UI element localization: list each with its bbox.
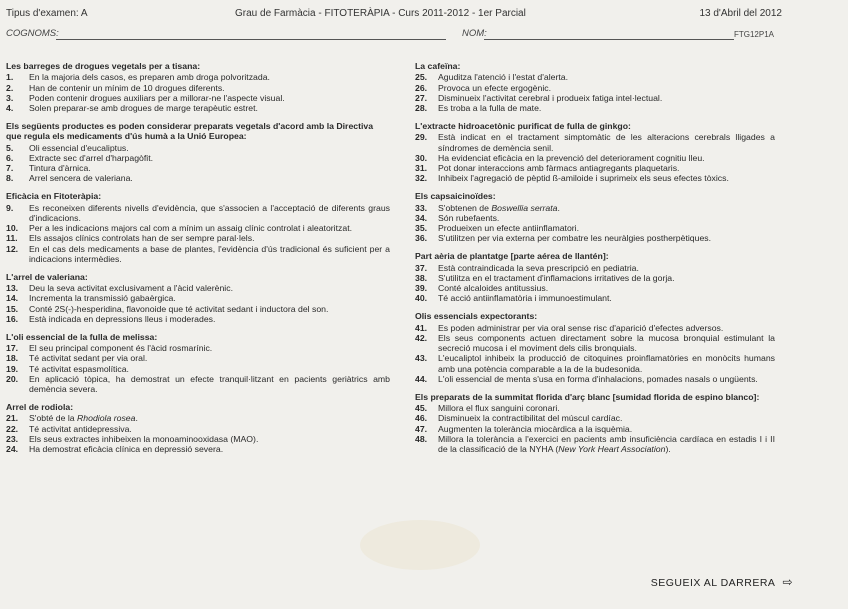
question-text-italic: Rhodiola rosea — [77, 413, 136, 424]
question-text — [438, 283, 775, 293]
section-title: Part aèria de plantatge [parte aérea de llantén]: — [415, 251, 609, 262]
question-text-part: . — [557, 202, 560, 213]
question-text — [438, 333, 775, 354]
question-text-part: L'oli essencial de menta s'usa en forma d'inhalacions, pomades nasals o ungüents. — [438, 374, 758, 385]
question-item — [6, 304, 390, 314]
question-text-part: En el cas dels medicaments a base de plantes, l'evidència d'ús tradicional és suficient per a indicacions intermèdies. — [29, 243, 390, 265]
question-item — [6, 143, 390, 153]
question-number: 2. — [6, 82, 14, 93]
question-text — [438, 353, 775, 374]
section-title: Eficàcia en Fitoteràpia: — [6, 191, 102, 202]
question-number: 10. — [6, 223, 19, 234]
question-item — [415, 353, 775, 374]
question-text-part: Els assajos clínics controlats han de ser sempre paral·lels. — [29, 233, 255, 244]
question-item — [6, 223, 390, 233]
question-item — [415, 83, 775, 93]
question-text-part: Aguditza l'atenció i l'estat d'alerta. — [438, 72, 569, 83]
question-text-part: Extracte sec d'arrel d'harpagòfit. — [29, 152, 154, 163]
question-number: 39. — [415, 283, 428, 294]
question-text — [29, 364, 390, 374]
question-item — [415, 333, 775, 354]
question-text — [29, 293, 390, 303]
exam-type: Tipus d'examen: A — [6, 8, 88, 19]
name-label: NOM: — [462, 28, 487, 39]
question-text-part: Té activitat espasmolítica. — [29, 363, 129, 374]
question-item — [415, 93, 775, 103]
question-text-part: Té activitat sedant per via oral. — [29, 353, 148, 364]
question-number: 11. — [6, 233, 18, 244]
question-item — [415, 132, 775, 153]
question-number: 24. — [6, 444, 19, 455]
question-item — [415, 203, 775, 213]
question-number: 27. — [415, 92, 428, 103]
section-title: L'arrel de valeriana: — [6, 271, 88, 282]
question-text — [29, 72, 390, 82]
question-item — [6, 434, 390, 444]
question-text-part: Es poden administrar per via oral sense risc d'aparició d'efectes adversos. — [438, 322, 724, 333]
question-text-part: . — [135, 413, 138, 424]
question-item — [6, 153, 390, 163]
question-number: 17. — [6, 343, 19, 354]
arrow-right-icon: ⇨ — [782, 575, 793, 589]
question-item — [415, 323, 775, 333]
exam-code: FTG12P1A — [733, 30, 774, 39]
question-item — [6, 283, 390, 293]
question-text-part: Deu la seva activitat exclusivament a l'àcid valerènic. — [29, 283, 233, 294]
question-item — [6, 72, 390, 82]
question-number: 40. — [415, 293, 428, 304]
question-text — [29, 304, 390, 314]
question-number: 26. — [415, 82, 428, 93]
continue-note — [651, 575, 793, 589]
question-text-part: Té acció antiinflamatòria i immunoestimulant. — [438, 293, 612, 304]
question-number: 31. — [415, 163, 428, 174]
question-number: 34. — [415, 212, 428, 223]
question-text — [29, 353, 390, 363]
question-number: 4. — [6, 103, 14, 114]
question-item — [6, 413, 390, 423]
question-item — [6, 314, 390, 324]
question-section — [6, 402, 390, 454]
question-number: 47. — [415, 423, 428, 434]
question-number: 33. — [415, 202, 428, 213]
question-item — [415, 163, 775, 173]
left-column — [6, 61, 390, 462]
question-text-part: Oli essencial d'eucaliptus. — [29, 142, 129, 153]
question-number: 1. — [6, 72, 14, 83]
question-text — [438, 434, 775, 455]
question-text — [438, 72, 775, 82]
section-title: Olis essencials expectorants: — [415, 311, 538, 322]
question-text-part: Està contraindicada la seva prescripció en pediatria. — [438, 262, 639, 273]
question-text — [438, 413, 775, 423]
question-text — [29, 343, 390, 353]
question-item — [415, 434, 775, 455]
question-text — [29, 163, 390, 173]
question-text — [438, 263, 775, 273]
question-section — [6, 272, 390, 324]
question-item — [415, 293, 775, 303]
question-number: 41. — [415, 322, 428, 333]
question-text — [438, 153, 775, 163]
question-text-part: Han de contenir un mínim de 10 drogues diferents. — [29, 82, 225, 93]
question-text-part: Provoca un efecte ergogènic. — [438, 82, 552, 93]
question-text — [29, 203, 390, 224]
question-item — [6, 353, 390, 363]
question-item — [6, 374, 390, 395]
question-section — [415, 191, 775, 243]
question-item — [415, 103, 775, 113]
question-text — [29, 314, 390, 324]
question-number: 9. — [6, 202, 14, 213]
question-text-part: L'eucaliptol inhibeix la producció de citoquines proinflamatòries en monòcits humans amb una potència comparable a la de la budesonida. — [438, 353, 775, 374]
surnames-label: COGNOMS: — [6, 28, 59, 39]
question-item — [415, 263, 775, 273]
question-text-part: Millora la tolerància a l'exercici en pacients amb insuficiència cardíaca en estadis I i II de la classificació de la NYHA ( — [438, 434, 775, 455]
question-text-part: Ha evidenciat eficàcia en la prevenció del deteriorament cognitiu lleu. — [438, 152, 705, 163]
question-number: 3. — [6, 92, 14, 103]
question-text-part: Inhibeix l'agregació de pèptid ß-amiloide i suprimeix els seus efectes tòxics. — [438, 173, 729, 184]
question-number: 20. — [6, 374, 19, 385]
question-text — [438, 374, 775, 384]
question-item — [415, 413, 775, 423]
question-number: 46. — [415, 413, 428, 424]
question-item — [6, 203, 390, 224]
question-item — [6, 93, 390, 103]
question-section — [415, 61, 775, 113]
question-text-part: Millora el flux sanguini coronari. — [438, 403, 560, 414]
question-section — [415, 121, 775, 184]
question-section — [6, 332, 390, 395]
question-item — [6, 163, 390, 173]
question-item — [415, 223, 775, 233]
question-text — [29, 103, 390, 113]
question-number: 8. — [6, 173, 14, 184]
question-text-part: Està indicada en depressions lleus i moderades. — [29, 314, 216, 325]
question-section — [415, 311, 775, 384]
question-text — [438, 132, 775, 153]
question-text-part: Augmenten la tolerància miocàrdica a la isquèmia. — [438, 423, 633, 434]
question-number: 14. — [6, 293, 19, 304]
question-number: 43. — [415, 353, 428, 364]
question-item — [6, 173, 390, 183]
exam-date: 13 d'Abril del 2012 — [699, 8, 782, 19]
question-item — [415, 153, 775, 163]
question-item — [6, 424, 390, 434]
question-item — [6, 364, 390, 374]
question-text-part: Són rubefaents. — [438, 212, 500, 223]
question-text — [29, 233, 390, 243]
question-text-part: S'obtenen de — [438, 202, 492, 213]
question-text-part: Produeixen un efecte antiinflamatori. — [438, 223, 580, 234]
question-text — [438, 103, 775, 113]
question-text — [29, 143, 390, 153]
section-title: Els preparats de la summitat florida d'arç blanc [sumidad florida de espino blanco]: — [415, 391, 760, 402]
right-column — [415, 61, 775, 462]
question-number: 45. — [415, 403, 428, 414]
question-text — [29, 413, 390, 423]
question-number: 48. — [415, 434, 428, 444]
question-text — [29, 283, 390, 293]
question-text — [29, 424, 390, 434]
question-text-part: Incrementa la transmissió gabaèrgica. — [29, 293, 176, 304]
question-text — [438, 403, 775, 413]
question-text-italic: New York Heart Association — [558, 444, 666, 455]
question-text-part: Disminueix l'activitat cerebral i produeix fatiga intel·lectual. — [438, 92, 663, 103]
section-title: Els següents productes es poden considerar preparats vegetals d'acord amb la Directiva que regula els medicaments d'ús humà a la Unió Europea: — [6, 120, 374, 142]
question-item — [6, 293, 390, 303]
question-text — [29, 173, 390, 183]
continue-text: SEGUEIX AL DARRERA — [650, 577, 776, 589]
question-item — [6, 103, 390, 113]
question-number: 7. — [6, 163, 14, 174]
question-item — [415, 213, 775, 223]
question-item — [415, 233, 775, 243]
question-section — [6, 191, 390, 264]
name-field[interactable] — [484, 39, 734, 40]
question-text — [438, 233, 775, 243]
question-text-part: Conté alcaloides antitussius. — [438, 283, 549, 294]
question-text-part: S'utilitza en el tractament d'inflamacions irritatives de la gorja. — [438, 272, 675, 283]
question-text — [29, 153, 390, 163]
question-number: 25. — [415, 72, 428, 83]
question-text — [438, 173, 775, 183]
question-number: 22. — [6, 423, 19, 434]
question-item — [6, 343, 390, 353]
question-number: 44. — [415, 374, 428, 385]
question-section — [415, 251, 775, 303]
question-text — [29, 374, 390, 395]
question-text-part: Es reconeixen diferents nivells d'evidència, que s'associen a l'acceptació de diferents graus d'indicacions. — [29, 202, 390, 223]
question-number: 28. — [415, 103, 428, 114]
question-item — [6, 233, 390, 243]
question-number: 37. — [415, 262, 428, 273]
question-text-part: Ha demostrat eficàcia clínica en depressió severa. — [29, 444, 224, 455]
question-section — [415, 392, 775, 455]
question-text-part: Els seus components actuen directament sobre la mucosa bronquial estimulant la secreció mucosa i el moviment dels cilis bronquials. — [438, 332, 775, 354]
question-number: 16. — [6, 314, 19, 325]
question-number: 18. — [6, 353, 19, 364]
question-number: 5. — [6, 142, 14, 153]
question-text — [29, 223, 390, 233]
question-number: 36. — [415, 233, 428, 244]
question-text — [438, 323, 775, 333]
question-number: 6. — [6, 152, 14, 163]
question-text — [29, 444, 390, 454]
section-title: L'oli essencial de la fulla de melissa: — [6, 331, 158, 342]
question-number: 32. — [415, 173, 428, 184]
question-item — [415, 424, 775, 434]
question-section — [6, 121, 390, 184]
section-title: La cafeïna: — [415, 61, 461, 71]
question-text-part: Es troba a la fulla de mate. — [438, 103, 542, 114]
question-text-part: Disminueix la contractibilitat del múscul cardíac. — [438, 413, 623, 424]
question-text — [29, 83, 390, 93]
paper-stain — [360, 520, 480, 570]
question-text — [438, 213, 775, 223]
question-number: 21. — [6, 413, 19, 424]
surnames-field[interactable] — [56, 39, 446, 40]
question-text — [29, 244, 390, 265]
question-text-part: En aplicació tòpica, ha demostrat un efecte tranquil·litzant en pacients geriàtrics amb demència severa. — [29, 374, 390, 395]
question-text-part: Els seus extractes inhibeixen la monoaminooxidasa (MAO). — [29, 434, 259, 444]
question-text — [438, 163, 775, 173]
question-number: 19. — [6, 363, 19, 374]
question-number: 13. — [6, 283, 19, 294]
section-title: Les barreges de drogues vegetals per a tisana: — [6, 61, 201, 71]
question-number: 12. — [6, 243, 19, 254]
question-item — [415, 374, 775, 384]
question-text-italic: Boswellia serrata — [491, 202, 558, 213]
question-text-part: Està indicat en el tractament simptomàtic de les alteracions cerebrals lligades a síndromes de demència senil. — [438, 132, 775, 153]
question-number: 35. — [415, 223, 428, 234]
question-section — [6, 61, 390, 113]
section-title: Els capsaicinoïdes: — [415, 191, 496, 202]
question-text-part: En la majoria dels casos, es preparen amb droga polvoritzada. — [29, 72, 270, 83]
question-number: 42. — [415, 332, 428, 343]
question-text — [438, 93, 775, 103]
question-number: 38. — [415, 272, 428, 283]
question-text — [438, 223, 775, 233]
question-text — [438, 293, 775, 303]
question-text-part: Poden contenir drogues auxiliars per a millorar-ne l'aspecte visual. — [29, 92, 285, 103]
question-text — [438, 83, 775, 93]
section-title: L'extracte hidroacetònic purificat de fulla de ginkgo: — [415, 120, 631, 131]
question-text — [438, 203, 775, 213]
question-number: 15. — [6, 303, 19, 314]
question-text-part: Té activitat antidepressiva. — [29, 423, 132, 434]
question-text-part: S'obté de la — [29, 413, 78, 424]
question-number: 23. — [6, 434, 19, 444]
question-text-part: El seu principal component és l'àcid rosmarínic. — [29, 343, 213, 354]
question-text — [438, 273, 775, 283]
question-number: 30. — [415, 152, 428, 163]
question-item — [6, 444, 390, 454]
question-text-part: ). — [665, 444, 671, 455]
question-item — [415, 173, 775, 183]
question-text-part: Tintura d'àrnica. — [29, 163, 91, 174]
question-number: 29. — [415, 132, 428, 143]
course-title: Grau de Farmàcia - FITOTERÀPIA - Curs 2011-2012 - 1er Parcial — [235, 8, 526, 19]
question-item — [415, 403, 775, 413]
section-title: Arrel de rodiola: — [6, 402, 74, 413]
question-item — [6, 244, 390, 265]
question-item — [415, 72, 775, 82]
question-text-part: S'utilitzen per via externa per combatre les neuràlgies postherpètiques. — [438, 233, 712, 244]
question-text-part: Pot donar interaccions amb fàrmacs antiagregants plaquetaris. — [438, 163, 680, 174]
question-text-part: Solen preparar-se amb drogues de marge terapèutic estret. — [29, 103, 258, 114]
question-item — [415, 283, 775, 293]
question-text-part: Conté 2S(-)-hesperidina, flavonoide que té activitat sedant i inductora del son. — [29, 303, 329, 314]
question-text-part: Per a les indicacions majors cal com a mínim un assaig clínic controlat i aleatoritzat. — [29, 223, 353, 234]
question-item — [6, 83, 390, 93]
question-text-part: Arrel sencera de valeriana. — [29, 173, 133, 184]
question-text — [29, 93, 390, 103]
question-item — [415, 273, 775, 283]
question-text — [438, 424, 775, 434]
question-text — [29, 434, 390, 444]
